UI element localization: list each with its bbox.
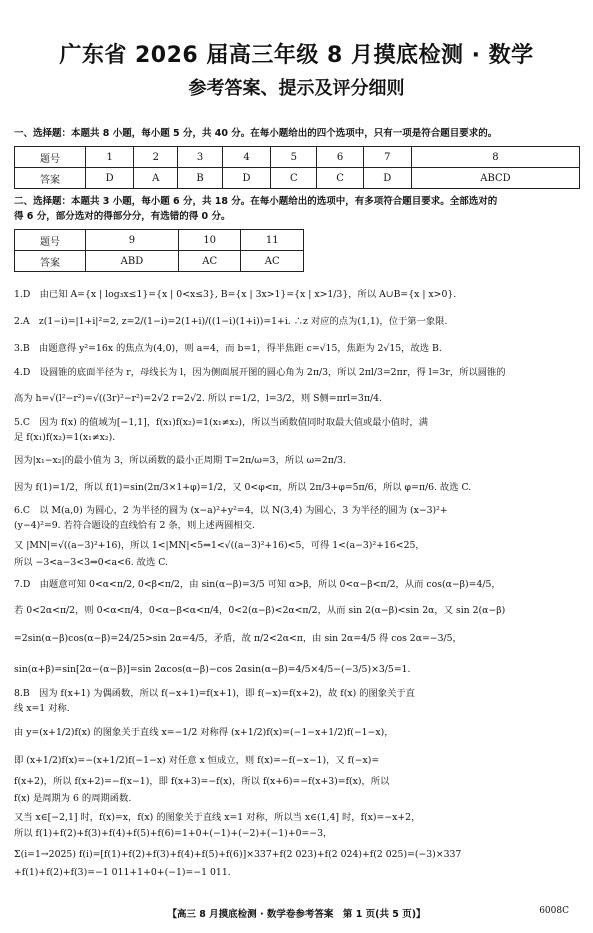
table-cell: AC: [241, 251, 304, 272]
table-cell: 1: [86, 147, 134, 168]
solution-5-line2: 足 f(x₁)f(x₂)=1(x₁≠x₂).: [14, 432, 116, 443]
table-cell: 5: [271, 147, 317, 168]
solution-4-line1: 4.D 设圆锥的底面半径为 r，母线长为 l，因为侧面展开图的圆心角为 2π/3，所以 2πl/3=2πr，得 l=3r，所以圆锥的: [14, 367, 506, 378]
table-cell: AC: [178, 251, 241, 272]
table-cell: 10: [178, 230, 241, 251]
section2-description-line2: 得 6 分，部分选对的得部分分，有选错的得 0 分。: [14, 211, 231, 222]
solution-5-line4: 因为 f(1)=1/2，所以 f(1)=sin(2π/3×1+φ)=1/2，又 0<φ<π，所以 2π/3+φ=5π/6，所以 φ=π/6. 故选 C.: [14, 482, 472, 493]
solution-3: 3.B 由题意得 y²=16x 的焦点为(4,0)，则 a=4，而 b=1，得半焦距 c=√15，焦距为 2√15，故选 B.: [14, 343, 442, 354]
table-cell: 6: [317, 147, 363, 168]
table-cell: 9: [86, 230, 179, 251]
table-cell: ABD: [86, 251, 179, 272]
table-cell: 2: [134, 147, 178, 168]
table-cell: 8: [411, 147, 579, 168]
table-row: [15, 251, 304, 272]
table-cell: B: [178, 168, 223, 189]
answer-table-2: [14, 229, 304, 272]
solution-8-line1: 8.B 因为 f(x+1) 为偶函数，所以 f(−x+1)=f(x+1)，即 f(−x)=f(x+2)，故 f(x) 的图象关于直: [14, 688, 415, 699]
solution-5-line1: 5.C 因为 f(x) 的值域为[−1,1]，f(x₁)f(x₂)=1(x₁≠x₂)，所以当函数值同时取最大值或最小值时，满: [14, 417, 428, 428]
table-header-cell: 题号: [15, 147, 86, 168]
solution-7-line3: =2sin(α−β)cos(α−β)=24/25>sin 2α=4/5，矛盾，故 π/2<2α<π，由 sin 2α=4/5 得 cos 2α=−3/5，: [14, 633, 462, 644]
solution-7-line1: 7.D 由题意可知 0<α<π/2, 0<β<π/2，由 sin(α−β)=3/5 可知 α>β，所以 0<α−β<π/2，从而 cos(α−β)=4/5，: [14, 579, 501, 590]
page-title: 广东省 2026 届高三年级 8 月摸底检测 · 数学: [59, 43, 534, 68]
table-row: [15, 168, 580, 189]
table-cell: D: [86, 168, 134, 189]
table-cell: 4: [222, 147, 270, 168]
solution-8-line4: 即 (x+1/2)f(x)=−(x+1/2)f(−1−x) 对任意 x 恒成立，则 f(x)=−f(−x−1)，又 f(−x)=: [14, 755, 380, 766]
solution-8-line2: 线 x=1 对称.: [14, 703, 70, 714]
solution-4-line2: 高为 h=√(l²−r²)=√((3r)²−r²)=2√2 r=2√2. 所以 r=1/2，l=3/2，则 S侧=πrl=3π/4.: [14, 393, 382, 404]
table-cell: ABCD: [411, 168, 579, 189]
solution-5-line3: 因为|x₁−x₂|的最小值为 3，所以函数的最小正周期 T=2π/ω=3，所以 ω=2π/3.: [14, 455, 346, 466]
page-footer: 【高三 8 月摸底检测 · 数学卷参考答案 第 1 页(共 5 页)】: [167, 909, 426, 920]
solution-8-line6: f(x) 是周期为 6 的周期函数.: [14, 793, 132, 804]
solution-1: 1.D 由已知 A={x | log₃x≤1}={x | 0<x≤3}, B={x | 3x>1}={x | x>1/3}，所以 A∪B={x | x>0}.: [14, 289, 457, 300]
table-cell: C: [271, 168, 317, 189]
solution-8-line7: 又当 x∈[−2,1] 时，f(x)=x，f(x) 的图象关于直线 x=1 对称，所以当 x∈(1,4] 时，f(x)=−x+2，: [14, 812, 421, 823]
solution-2: 2.A z(1−i)=|1+i|²=2, z=2/(1−i)=2(1+i)/((1−i)(1+i))=1+i. ∴z 对应的点为(1,1)，位于第一象限.: [14, 316, 448, 327]
solution-6-line4: 所以 −3<a−3<3⇒0<a<6. 故选 C.: [14, 557, 168, 568]
document-code: 6008C: [539, 906, 569, 916]
solution-6-line1: 6.C 以 M(a,0) 为圆心，2 为半径的圆为 (x−a)²+y²=4，以 N(3,4) 为圆心，3 为半径的圆为 (x−3)²+: [14, 505, 448, 516]
solution-7-line4: sin(α+β)=sin[2α−(α−β)]=sin 2αcos(α−β)−cos 2αsin(α−β)=4/5×4/5−(−3/5)×3/5=1.: [14, 664, 411, 675]
table-cell: A: [134, 168, 178, 189]
table-cell: C: [317, 168, 363, 189]
page-subtitle: 参考答案、提示及评分细则: [188, 78, 405, 99]
table-cell: 11: [241, 230, 304, 251]
solution-7-line2: 若 0<2α<π/2，则 0<α<π/4，0<α−β<α<π/4，0<2(α−β)<2α<π/2，从而 sin 2(α−β)<sin 2α，又 sin 2(α−β): [14, 605, 506, 616]
solution-8-line3: 由 y=(x+1/2)f(x) 的图象关于直线 x=−1/2 对称得 (x+1/2)f(x)=(−1−x+1/2)f(−1−x)，: [14, 727, 394, 738]
section1-description: 一、选择题：本题共 8 小题，每小题 5 分，共 40 分。在每小题给出的四个选项中，只有一项是符合题目要求的。: [14, 128, 498, 139]
section2-description-line1: 二、选择题：本题共 3 小题，每小题 6 分，共 18 分。在每小题给出的选项中，有多项符合题目要求。全部选对的: [14, 196, 498, 207]
table-row: [15, 230, 304, 251]
solution-8-line8: 所以 f(1)+f(2)+f(3)+f(4)+f(5)+f(6)=1+0+(−1)+(−2)+(−1)+0=−3，: [14, 828, 333, 839]
answer-table-1: [14, 146, 580, 189]
solution-8-line5: f(x+2)，所以 f(x+2)=−f(x−1)，即 f(x+3)=−f(x)，所以 f(x+6)=−f(x+3)=f(x)，所以: [14, 776, 390, 787]
table-row: [15, 147, 580, 168]
solution-6-line3: 又 |MN|=√((a−3)²+16)，所以 1<|MN|<5⇒1<√((a−3)²+16)<5，可得 1<(a−3)²+16<25，: [14, 540, 425, 551]
solution-8-line9: Σ(i=1→2025) f(i)=[f(1)+f(2)+f(3)+f(4)+f(5)+f(6)]×337+f(2 023)+f(2 024)+f(2 025)=(−3)×337: [14, 849, 462, 860]
solution-8-line10: +f(1)+f(2)+f(3)=−1 011+1+0+(−1)=−1 011.: [14, 867, 231, 878]
table-cell: D: [222, 168, 270, 189]
table-cell: 3: [178, 147, 223, 168]
table-header-cell: 题号: [15, 230, 86, 251]
table-cell: 7: [363, 147, 411, 168]
table-header-cell: 答案: [15, 251, 86, 272]
table-cell: D: [363, 168, 411, 189]
table-header-cell: 答案: [15, 168, 86, 189]
solution-6-line2: (y−4)²=9. 若符合题设的直线恰有 2 条，则上述两圆相交.: [14, 520, 255, 531]
